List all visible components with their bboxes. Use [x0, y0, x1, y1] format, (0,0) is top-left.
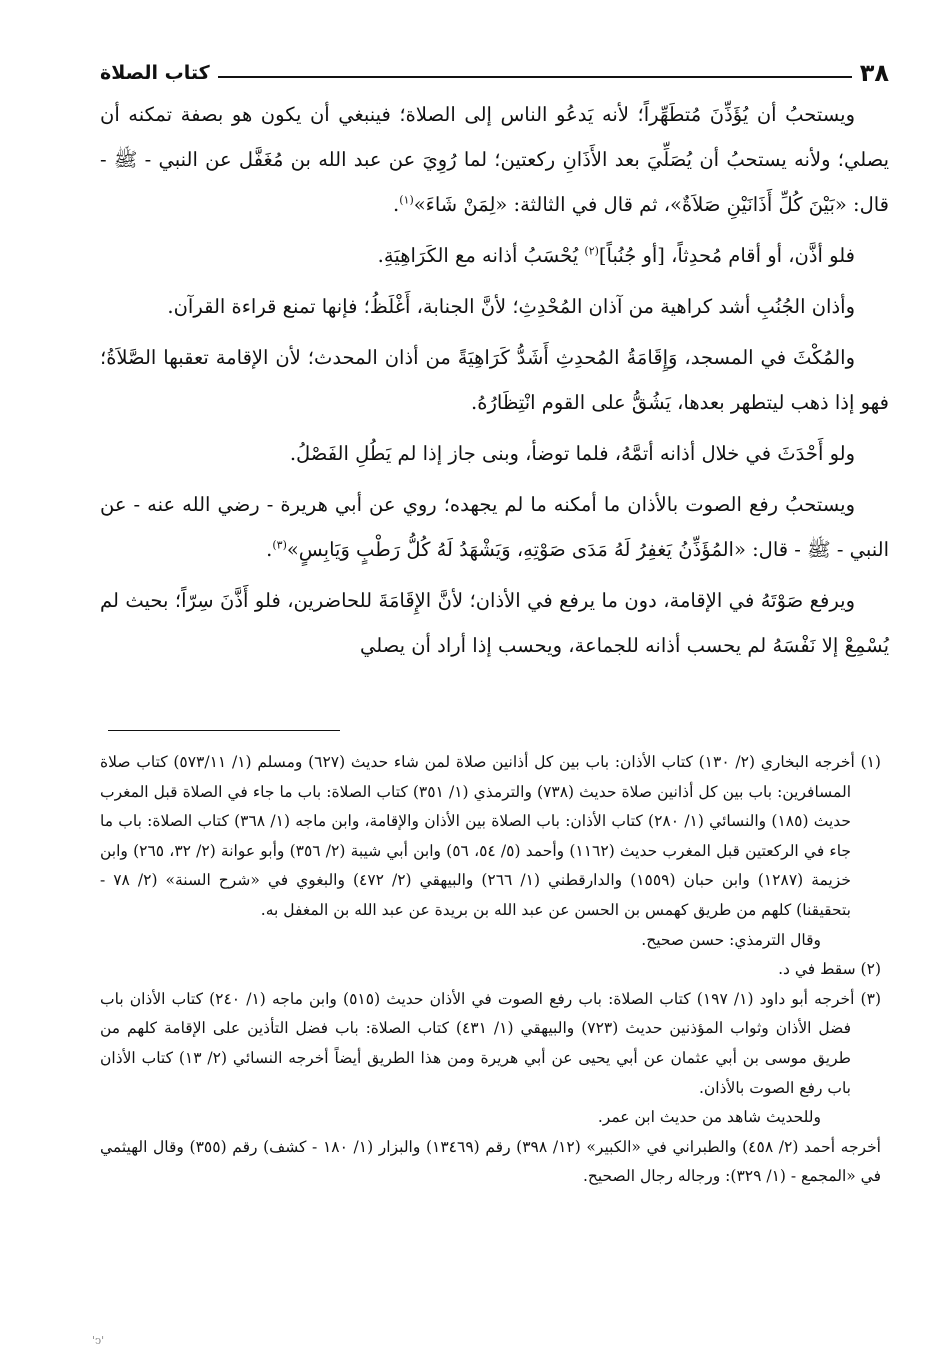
paragraph: ويستحبُ أن يُؤَذِّنَ مُتطَهِّراً؛ لأنه يَدعُو الناس إلى الصلاة؛ فينبغي أن يكون هو بصفة تمكنه أن يصلي؛ ولأنه يستحبُ أن يُصَلِّيَ بعد الأَذَانِ ركعتين؛ لما رُوِيَ عن عبد الله بن مُغَفَّل عن النبي - ﷺ - قال: «بَيْنَ كُلِّ أَذَانَيْنِ صَلاَةٌ»، ثم قال في الثالثة: «لِمَنْ شَاءَ»$^{(١)}$. [100, 103, 889, 216]
footnote-3: (٣) أخرجه أبو داود (١/ ١٩٧) كتاب الصلاة: باب رفع الصوت في الأذان حديث (٥١٥) وابن ماجه (١/ ٢٤٠) كتاب الأذان باب فضل الأذان وثواب المؤذنين حديث (٧٢٣) والبيهقي (١/ ٤٣١) كتاب الصلاة: باب فضل التأذين على الإقامة كلهم من طريق موسى بن أبي عثمان عن أبي يحيى عن أبي هريرة ومن هذا الطريق أيضاً أخرجه النسائي (٢/ ١٣) كتاب الأذان باب رفع الصوت بالأذان. [100, 989, 881, 1097]
footnote-ref: (١) [399, 193, 414, 207]
page-number: ٣٨ [859, 59, 889, 87]
paragraph: ولو أَحْدَثَ في خلال أذانه أتمَّهُ، فلما توضأ، وبنى جاز إذا لم يَطُلِ الفَصْلُ. [289, 442, 855, 465]
paragraph: وأذان الجُنُبِ أشد كراهية من آذان المُحْدِثِ؛ لأنَّ الجنابة، أَغْلَظُ؛ فإنها تمنع قراءة القرآن. [167, 295, 855, 318]
paragraph: ويرفع صَوْتَهُ في الإقامة، دون ما يرفع في الأذان؛ لأنَّ الإِقَامَةَ للحاضرين، فلو أَذَّنَ سِرّاً؛ بحيث لم يُسْمِعْ إلا نَفْسَهُ لم يحسب أذانه للجماعة، ويحسب إذا أراد أن يصلي [100, 589, 889, 657]
footnotes [100, 748, 881, 1192]
footnote-3-note: وللحديث شاهد من حديث ابن عمر. [597, 1108, 821, 1127]
footnote-1: (١) أخرجه البخاري (٢/ ١٣٠) كتاب الأذان: باب بين كل أذانين صلاة لمن شاء حديث (٦٢٧) ومسلم (١/ ٥٧٣/١١) كتاب صلاة المسافرين: باب بين كل أذانين صلاة حديث (٧٣٨) والترمذي (١/ ٣٥١) كتاب الصلاة: باب ما جاء في الصلاة قبل المغرب حديث (١٨٥) والنسائي (١/ ٢٨٠) كتاب الأذان: باب الصلاة بين الأذان والإقامة، وابن ماجه (١/ ٣٦٨) كتاب الصلاة: باب ما جاء في الركعتين قبل المغرب حديث (١١٦٢) وأحمد (٥/ ٥٤، ٥٦) وابن أبي شيبة (٢/ ٣٥٦) وأبو عوانة (٢/ ٣٢، ٢٦٥) وابن خزيمة (١٢٨٧) وابن حبان (١٥٥٩) والدارقطني (١/ ٢٦٦) والبيهقي (٢/ ٤٧٢) والبغوي في «شرح السنة» (٢/ ٧٨ - بتحقيقنا) كلهم من طريق كهمس بن الحسن عن عبد الله بن بريدة عن عبد الله بن المغفل به. [100, 753, 881, 919]
margin-mark: 'ↄ' [92, 1334, 105, 1347]
footnote-1-note: وقال الترمذي: حسن صحيح. [641, 930, 821, 949]
paragraph: ويستحبُ رفع الصوت بالأذان ما أمكنه ما لم يجهده؛ روي عن أبي هريرة - رضي الله عنه - عن النبي - ﷺ - قال: «المُؤَذِّنُ يَغفِرُ لَهُ مَدَى صَوْتِهِ، وَيَشْهَدُ لَهُ كُلُّ رَطْبٍ وَيَابِسٍ»$^{(٣)}$. [100, 493, 889, 561]
footnote-2: (٢) سقط في د. [778, 960, 881, 979]
running-title: كتاب الصلاة [100, 62, 210, 84]
footnote-ref: (٣) [272, 538, 287, 552]
footnote-ref: (٢) [584, 244, 599, 258]
footnote-3-continuation: أخرجه أحمد (٢/ ٤٥٨) والطبراني في «الكبير» (١٢/ ٣٩٨) رقم (١٣٤٦٩) والبزار (١/ ١٨٠ - كشف) رقم (٣٥٥) وقال الهيثمي في «المجمع - (١/ ٣٢٩): ورجاله رجال الصحيح. [100, 1137, 881, 1186]
page-header [100, 52, 889, 88]
header-rule [218, 76, 852, 78]
paragraph: فلو أذَّن، أو أقام مُحدِثاً، [أو جُنُباً]$^{(٢)}$ يُحْسَبُ أذانه مع الكَرَاهِيَةِ. [377, 244, 855, 267]
main-text [100, 92, 889, 674]
paragraph: والمُكْثَ في المسجد، وَإِقَامَةُ المُحدِثِ أَشَدُّ كَرَاهِيَةً من أذان المحدث؛ لأن الإقامة تعقبها الصَّلاَةُ؛ فهو إذا ذهب ليتطهر بعدها، يَشُقُّ على القوم انْتِظَارُهُ. [100, 346, 889, 414]
footnote-separator [108, 730, 340, 731]
